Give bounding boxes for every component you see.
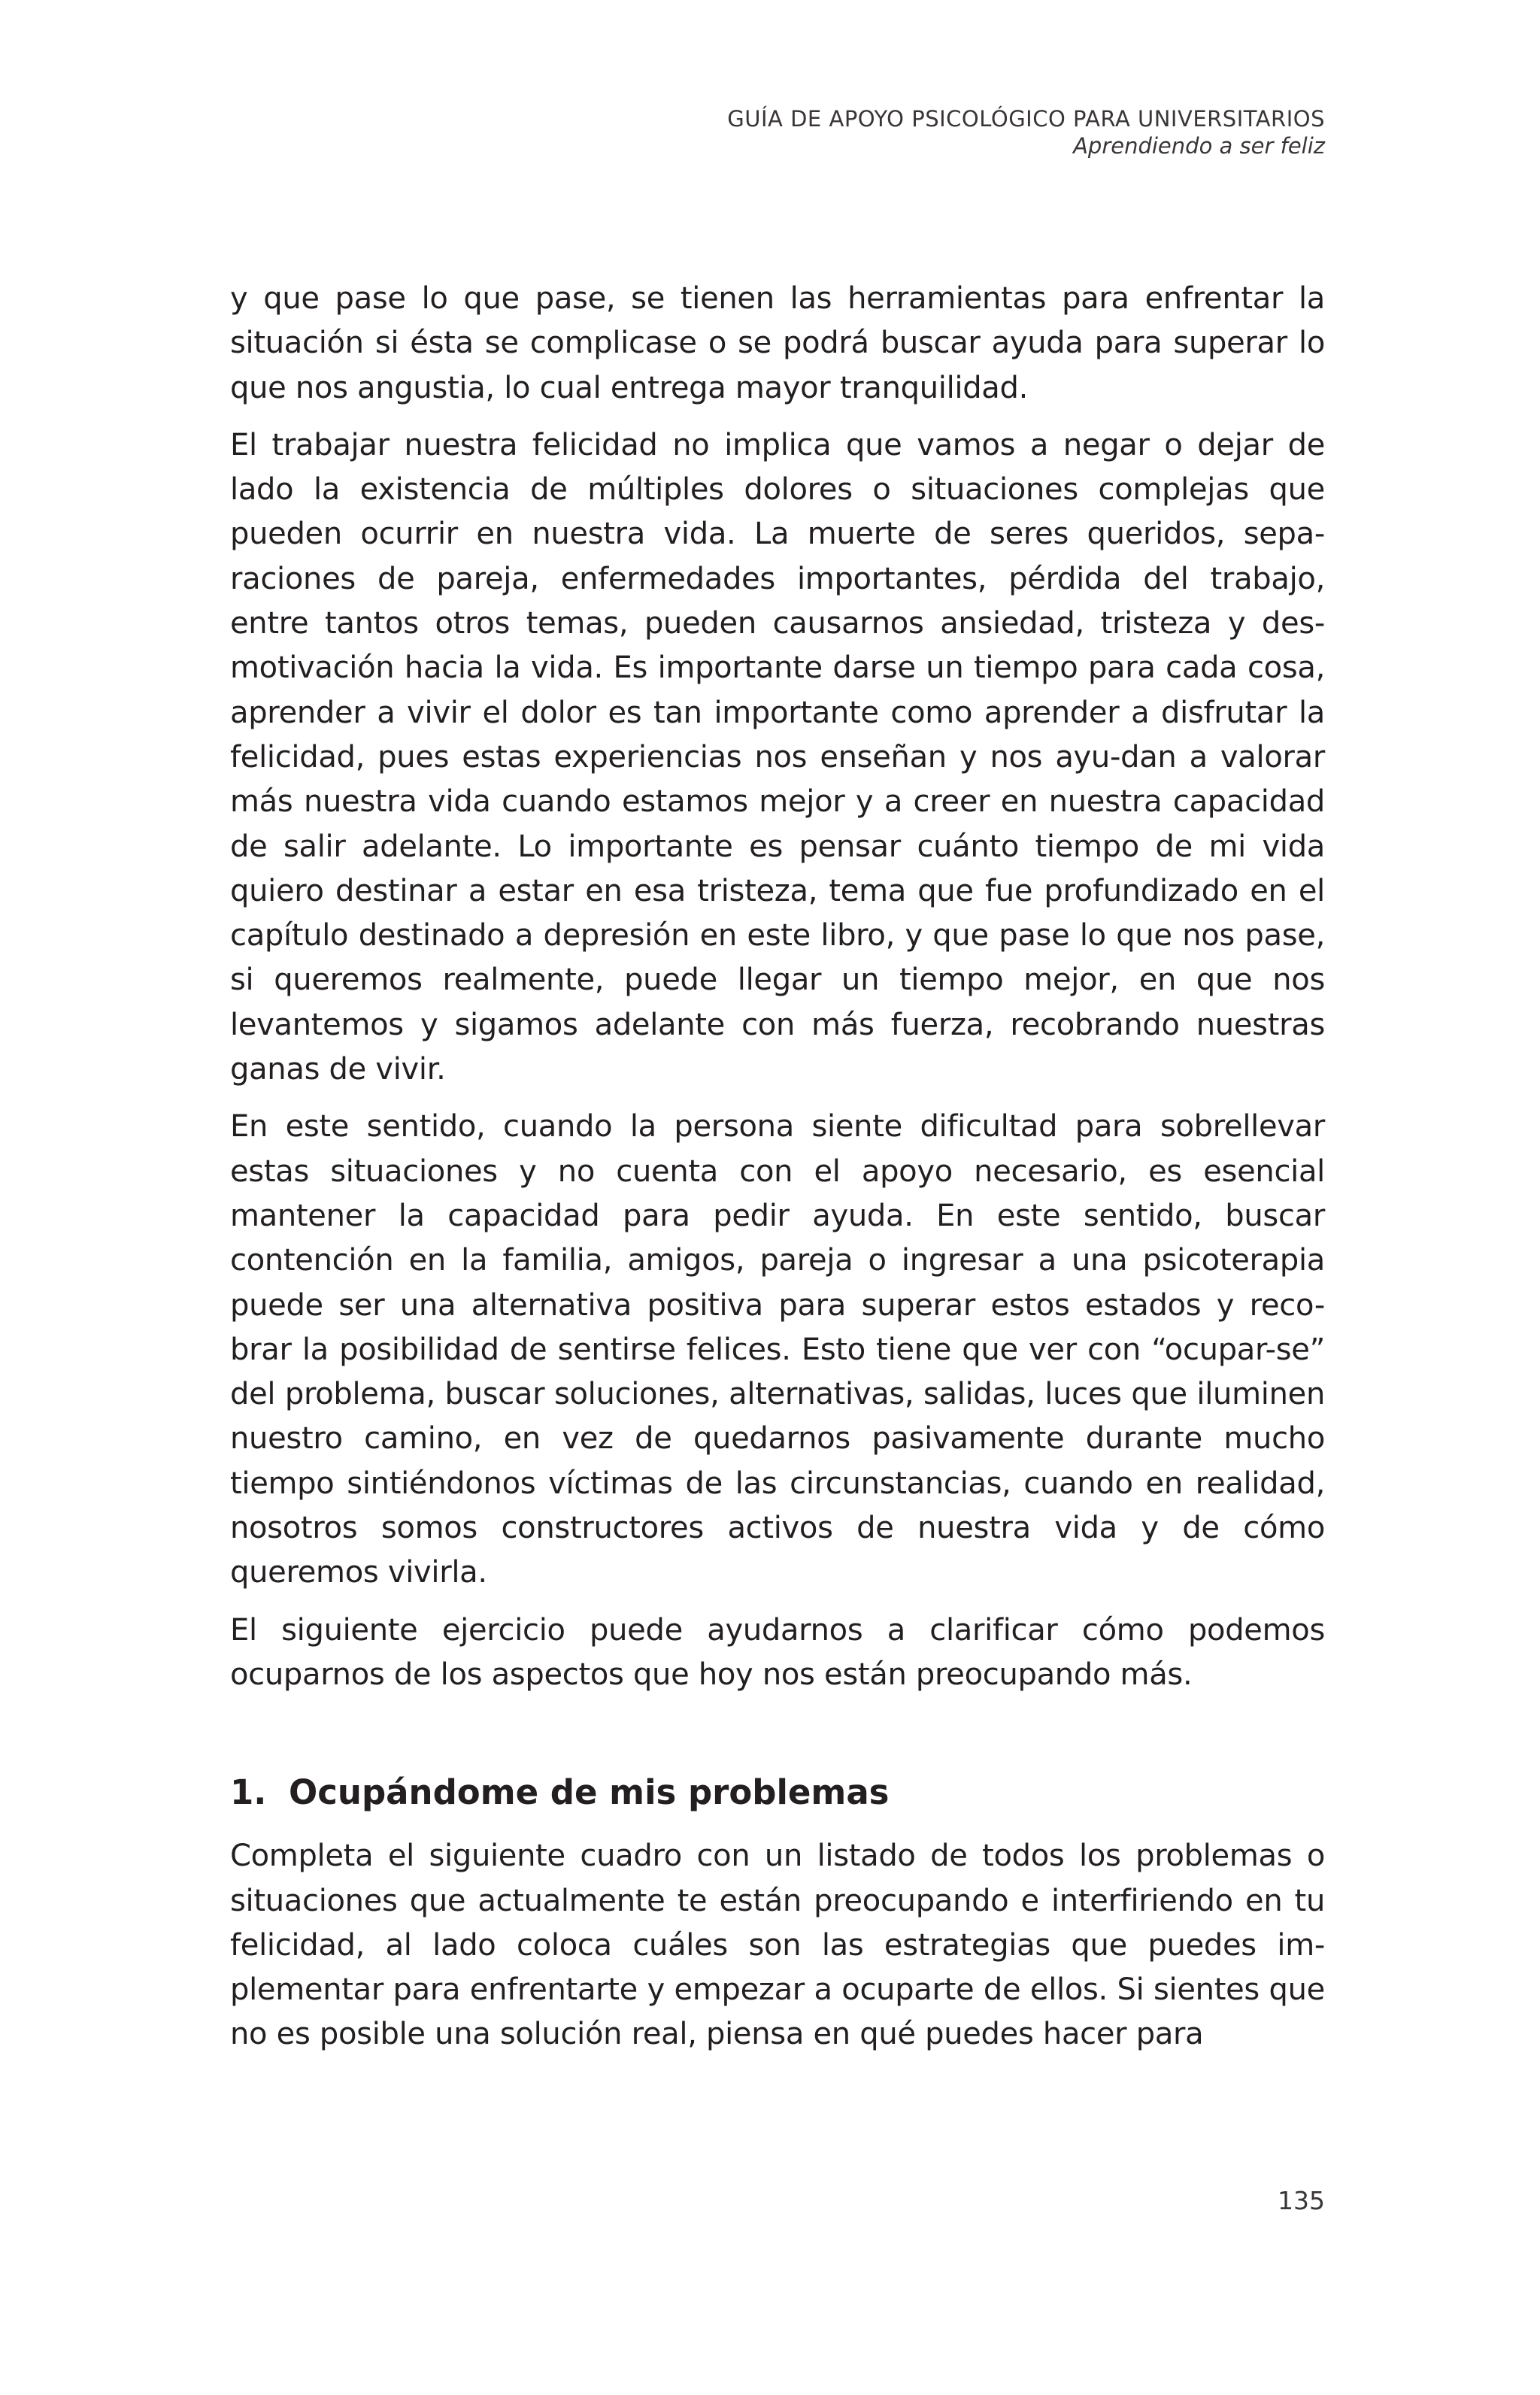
header-subtitle: Aprendiendo a ser feliz (1073, 133, 1325, 159)
section-title: Ocupándome de mis problemas (289, 1772, 890, 1813)
page-number: 135 (1278, 2186, 1325, 2215)
body-paragraph-1: y que pase lo que pase, se tienen las herramientas para enfrentar la situación si ésta se complicase o se podrá buscar ayuda para superar lo que nos angustia, lo cual entrega mayor tranquilidad. (230, 281, 1325, 405)
section-paragraph: Completa el siguiente cuadro con un listado de todos los problemas o situaciones que actualmente te están preocupando e interfiriendo en tu felicidad, al lado coloca cuáles son las estrategias que puedes im-plementar para enfrentarte y empezar a ocuparte de ellos. Si sientes que no es posible una solución real, piensa en qué puedes hacer para (230, 1839, 1325, 2052)
page-body (230, 277, 1325, 2070)
body-paragraph-2: El trabajar nuestra felicidad no implica que vamos a negar o dejar de lado la existencia de múltiples dolores o situaciones complejas que pueden ocurrir en nuestra vida. La muerte de seres queridos, sepa-raciones de pareja, enfermedades importantes, pérdida del trabajo, entre tantos otros temas, pueden causarnos ansiedad, tristeza y des-motivación hacia la vida. Es importante darse un tiempo para cada cosa, aprender a vivir el dolor es tan importante como aprender a disfrutar la felicidad, pues estas experiencias nos enseñan y nos ayu-dan a valorar más nuestra vida cuando estamos mejor y a creer en nuestra capacidad de salir adelante. Lo importante es pensar cuánto tiempo de mi vida quiero destinar a estar en esa tristeza, tema que fue profundizado en el capítulo destinado a depresión en este libro, y que pase lo que nos pase, si queremos realmente, puede llegar un tiempo mejor, en que nos levantemos y sigamos adelante con más fuerza, recobrando nuestras ganas de vivir. (230, 427, 1325, 1087)
body-paragraph-3: En este sentido, cuando la persona siente dificultad para sobrellevar estas situaciones y no cuenta con el apoyo necesario, es esencial mantener la capacidad para pedir ayuda. En este sentido, buscar contención en la familia, amigos, pareja o ingresar a una psicoterapia puede ser una alternativa positiva para superar estos estados y reco-brar la posibilidad de sentirse felices. Esto tiene que ver con “ocupar-se” del problema, buscar soluciones, alternativas, salidas, luces que iluminen nuestro camino, en vez de quedarnos pasivamente durante mucho tiempo sintiéndonos víctimas de las circunstancias, cuando en realidad, nosotros somos constructores activos de nuestra vida y de cómo queremos vivirla. (230, 1109, 1325, 1590)
header-title: GUÍA DE APOYO PSICOLÓGICO PARA UNIVERSITARIOS (727, 106, 1325, 132)
section-heading (230, 1772, 1325, 1814)
body-paragraph-4: El siguiente ejercicio puede ayudarnos a clarificar cómo podemos ocuparnos de los aspectos que hoy nos están preocupando más. (230, 1612, 1325, 1692)
section-number: 1. (230, 1772, 267, 1813)
running-header (727, 105, 1325, 159)
